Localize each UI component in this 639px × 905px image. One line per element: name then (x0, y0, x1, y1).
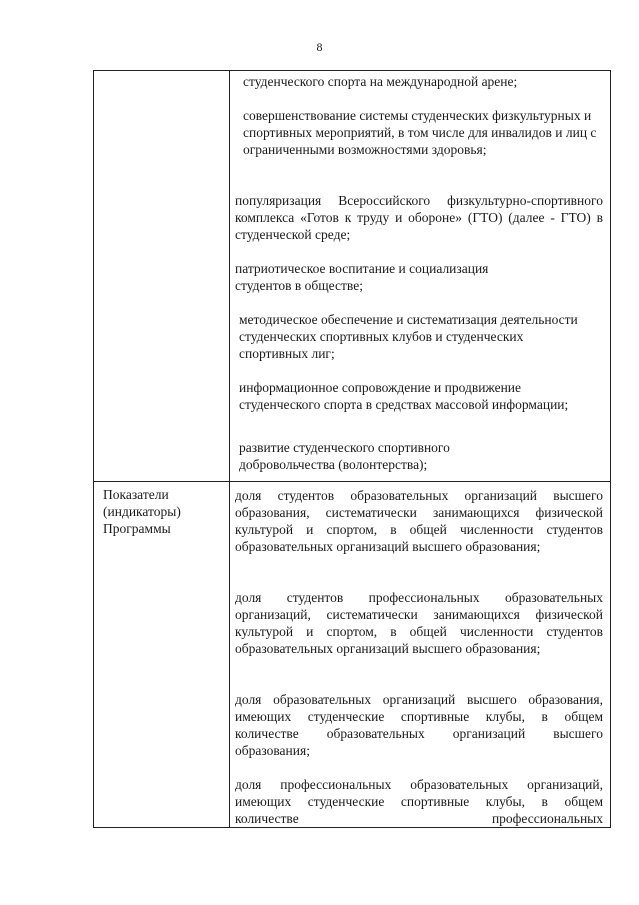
indicators-cell (235, 776, 603, 827)
indicators-label-line: (индикаторы) (103, 504, 181, 519)
row-divider (94, 481, 610, 482)
page-number: 8 (316, 40, 323, 54)
indicators-cell (235, 589, 603, 657)
task-item: популяризация Всероссийского физкультурно-спортивного комплекса «Готов к труду и обороне» (ГТО) (далее - ГТО) в студенческой среде; (235, 193, 603, 242)
column-divider (229, 71, 230, 827)
indicators-cell (235, 487, 603, 555)
task-item: совершенствование системы студенческих физкультурных и спортивных мероприятий, в том числе для инвалидов и лиц с ограниченными возможностями здоровья; (243, 108, 597, 157)
task-item-continued: студенческого спорта на международной арене; (243, 74, 518, 89)
task-item: информационное сопровождение и продвижение студенческого спорта в средствах массовой информации; (239, 380, 569, 412)
tasks-cell (235, 192, 603, 243)
tasks-cell (235, 260, 545, 294)
tasks-cell (243, 107, 603, 158)
indicators-cell (235, 691, 603, 759)
tasks-cell (239, 379, 584, 413)
indicators-label-line: Программы (103, 521, 171, 536)
indicators-label (103, 486, 227, 537)
tasks-cell (243, 73, 603, 90)
indicators-label-line: Показатели (103, 487, 169, 502)
indicator-item: доля профессиональных образовательных организаций, имеющих студенческие спортивные клубы, в общем количестве профессиональных (235, 777, 603, 826)
indicator-item: доля студентов профессиональных образовательных организаций, систематически занимающихся физической культурой и спортом, в общей численности студентов образовательных организаций высшего образования; (235, 590, 603, 656)
task-item: методическое обеспечение и систематизация деятельности студенческих спортивных клубов и студенческих спортивных лиг; (239, 312, 578, 361)
task-item: патриотическое воспитание и социализация студентов в обществе; (235, 261, 489, 293)
tasks-cell (239, 439, 529, 473)
tasks-cell (239, 311, 584, 362)
task-item: развитие студенческого спортивного добровольчества (волонтерства); (239, 440, 450, 472)
indicator-item: доля образовательных организаций высшего образования, имеющих студенческие спортивные клубы, в общем количестве образовательных организаций высшего образования; (235, 692, 603, 758)
program-passport-table (93, 70, 611, 828)
indicator-item: доля студентов образовательных организаций высшего образования, систематически занимающихся физической культурой и спортом, в общей численности студентов образовательных организаций высшего образования; (235, 488, 603, 554)
